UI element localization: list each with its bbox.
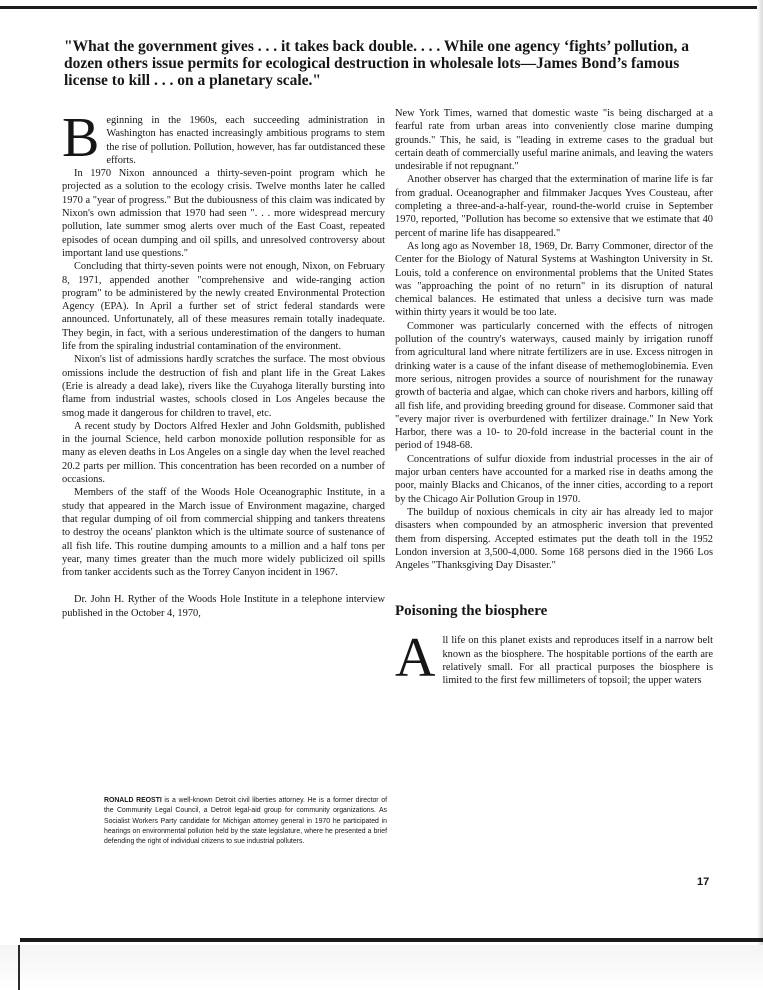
paragraph-14 bbox=[395, 627, 713, 690]
paragraph-2: In 1970 Nixon announced a thirty-seven-point program which he projected as a solution to the ecology crisis. Twelve months later he called 1970 a "year of progress." But the dubiousness of this claim was indicated by Nixon's own admission that 1970 had seen ". . . more widespread mercury pollution, late summer smog alerts over much of the East Coast, repeated episodes of ocean dumping and oil spills, and unresolved controversy about important land use questions." bbox=[62, 168, 385, 259]
pull-quote: "What the government gives . . . it takes back double. . . . While one agency ‘fights’ pollution, a dozen others issue permits for ecological destruction in wholesale lots—James Bond’s famous license to kill . . . on a planetary scale." bbox=[64, 38, 690, 89]
paragraph-5: A recent study by Doctors Alfred Hexler and John Goldsmith, published in the journal Science, held carbon monoxide pollution responsible for as many as eleven deaths in Los Angeles on a single day when the level reached 20.2 parts per million. This concentration has been recorded on a number of occasions. bbox=[62, 420, 385, 486]
page-edge-shadow bbox=[757, 0, 763, 990]
paragraph-3: Concluding that thirty-seven points were not enough, Nixon, on February 8, 1971, appended another "comprehensive and wide-ranging action program" to be administered by the newly created Environmental Protection Agency (EPA). In April a further set of strict federal standards were announced. Unfortunately, all of these measures remain totally inadequate. They begin, in fact, with a serious underestimation of the dangers to human life from the spiraling industrial contamination of the environment. bbox=[62, 261, 385, 353]
binding-edge bbox=[18, 945, 20, 990]
drop-cap-b: B bbox=[62, 107, 100, 169]
paragraph-12: Concentrations of sulfur dioxide from industrial processes in the air of major urban centers have accounted for a marked rise in deaths among the poor, mainly Blacks and Chicanos, of the inner cities, according to a report by the Chicago Air Pollution Group in 1970. bbox=[395, 453, 713, 505]
drop-cap-a: A bbox=[395, 627, 436, 690]
author-bio bbox=[104, 796, 387, 847]
author-bio-text: is a well-known Detroit civil liberties attorney. He is a former director of the Community Legal Council, a Detroit legal-aid group for community organizations. As Socialist Workers Party candidate for Michigan attorney general in 1970 he participated in hearings on environmental pollution held by the state legislature, where he presented a brief defending the right of individual citizens to sue industrial polluters. bbox=[104, 797, 387, 846]
paragraph-11: Commoner was particularly concerned with the effects of nitrogen pollution of the country's waterways, caused mainly by irrigation runoff from agricultural land where nitrate fertilizers are in use. Excess nitrogen in drinking water is a cause of the infant disease of methemoglobinemia. Even more serious, nitrogen provides a source of nourishment for the runaway growth of bacteria and algae, which can choke rivers and harbors, killing off all fish life, and providing breeding ground for disease. Commoner said that "every major river is overburdened with fertilizer drainage." In New York Harbor, there was a 10- to 20-fold increase in the bacterial count in the period of 1948-68. bbox=[395, 320, 713, 452]
paragraph-10: As long ago as November 18, 1969, Dr. Barry Commoner, director of the Center for the Biology of Natural Systems at Washington University in St. Louis, told a conference on environmental problems that the United States was "approaching the point of no return" in its disruption of natural chemical balances. He estimated that unless a decisive turn was made within thirty years it would be too late. bbox=[395, 240, 713, 319]
paragraph-8: New York Times, warned that domestic waste "is being discharged at a fearful rate from urban areas into conveniently close marine dumping grounds." This, he said, is "leading in extreme cases to the gradual but certain death of commercially useful marine animals, and leaving the waters undesirable if not repugnant." bbox=[395, 108, 713, 173]
paragraph-6: Members of the staff of the Woods Hole Oceanographic Institute, in a study that appeared in the March issue of Environment magazine, charged that regular dumping of oil from commercial shipping and tankers threatens to destroy the oceans' plankton which is the ultimate source of sustenance of all fish life. This routine dumping amounts to a million and a half tons per year, many times greater than the much more widely publicized oil spills from tanker accidents such as the Torrey Canyon incident in 1967. bbox=[62, 487, 385, 579]
paragraph-13: The buildup of noxious chemicals in city air has already led to major disasters when compounded by an atmospheric inversion that prevented them from dispersing. Accepted estimates put the death toll in the 1952 London inversion at 3,500-4,000. Some 168 persons died in the 1966 Los Angeles "Thanksgiving Day Disaster." bbox=[395, 506, 713, 572]
paragraph-1 bbox=[62, 107, 385, 169]
paragraph-14-text: ll life on this planet exists and reproduces itself in a narrow belt known as the biosphere. The hospitable portions of the earth are relatively small. For all practical purposes the biosphere is limited to the first few millimeters of topsoil; the upper waters bbox=[442, 635, 713, 687]
author-name: RONALD REOSTI bbox=[104, 797, 162, 804]
bottom-margin bbox=[0, 945, 763, 990]
bottom-rule bbox=[20, 938, 763, 942]
section-heading: Poisoning the biosphere bbox=[395, 603, 548, 620]
paragraph-7: Dr. John H. Ryther of the Woods Hole Institute in a telephone interview published in the October 4, 1970, bbox=[62, 594, 385, 619]
paragraph-4: Nixon's list of admissions hardly scratches the surface. The most obvious omissions include the destruction of fish and plant life in the Great Lakes (Erie is already a dead lake), rivers like the Cuyahoga literally bursting into flame from industrial wastes, schools closed in Los Angeles because the smog made it dangerous for children to travel, etc. bbox=[62, 354, 385, 419]
left-column bbox=[62, 107, 385, 620]
paragraph-9: Another observer has charged that the extermination of marine life is far from gradual. Oceanographer and filmmaker Jacques Yves Cousteau, after completing a three-and-a-half-year, round-the-world cruise in September 1970, reported, "Pollution has become so extensive that we estimate that 40 percent of marine life has disappeared." bbox=[395, 174, 713, 239]
right-column bbox=[395, 107, 713, 688]
top-rule bbox=[0, 6, 763, 9]
paragraph-1-text: eginning in the 1960s, each succeeding administration in Washington has enacted increasingly ambitious programs to stem the rise of pollution. Pollution, however, has far outdistanced these efforts. bbox=[106, 115, 385, 166]
page-number: 17 bbox=[697, 876, 710, 888]
